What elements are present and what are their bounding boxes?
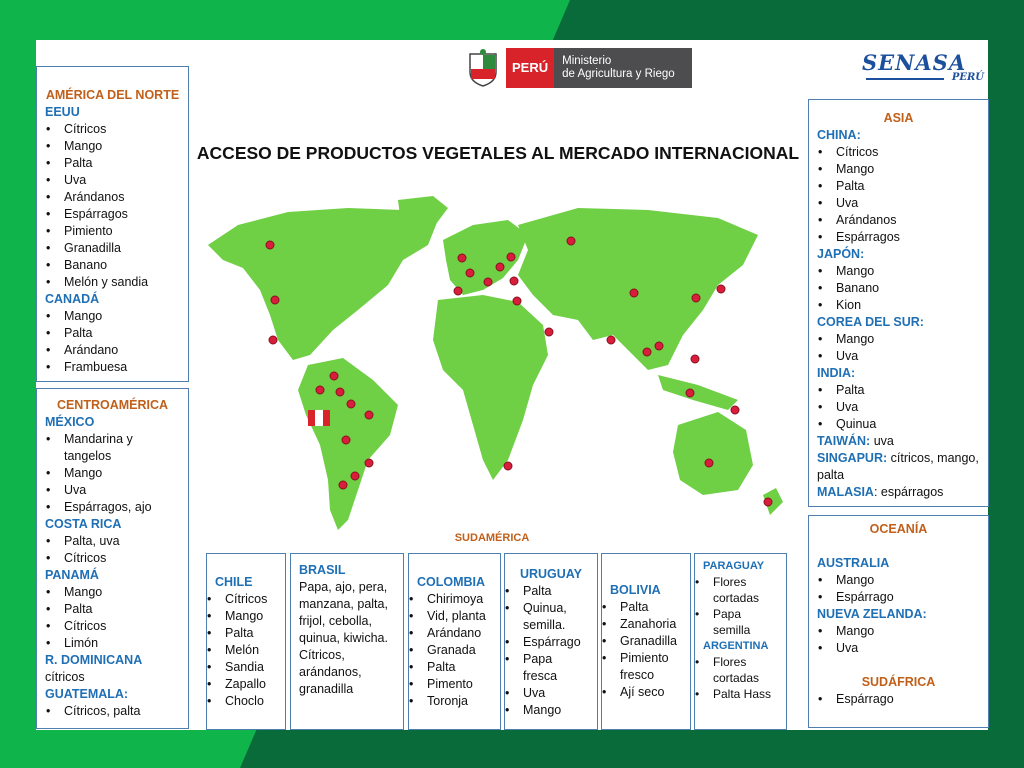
minagri-logo (466, 48, 692, 88)
list-item: • Mango (64, 308, 180, 325)
country-heading: EEUU (45, 105, 80, 119)
product-list (817, 144, 980, 246)
list-item: • Quinua, semilla. (523, 600, 589, 634)
ministry-line-1: Ministerio (562, 55, 612, 67)
product-text: : espárragos (873, 485, 944, 499)
map-marker (731, 406, 739, 414)
list-item: • Pimiento (64, 223, 180, 240)
list-item: • Pimento (427, 676, 492, 693)
list-item: • Arándanos (64, 189, 180, 206)
map-marker (454, 287, 462, 295)
brasil-box (290, 553, 404, 730)
list-item: • Vid, planta (427, 608, 492, 625)
list-item: • Uva (836, 399, 980, 416)
map-marker (484, 278, 492, 286)
section-heading: OCEANÍA (869, 522, 928, 536)
country-heading: TAIWÁN: (817, 434, 871, 448)
country-heading: BOLIVIA (610, 583, 661, 597)
peru-flag (308, 410, 330, 426)
product-list (45, 121, 180, 291)
product-list (417, 591, 492, 710)
product-list (817, 263, 980, 314)
list-item: • Palta (64, 325, 180, 342)
section-heading: AMÉRICA DEL NORTE (45, 88, 180, 102)
colombia-box (408, 553, 501, 730)
list-item: • Cítricos (64, 121, 180, 138)
list-item: • Palta (620, 599, 682, 616)
product-list (45, 703, 180, 720)
map-marker (271, 296, 279, 304)
country-heading: PARAGUAY (703, 560, 765, 572)
country-heading: COREA DEL SUR: (817, 315, 924, 329)
country-heading: GUATEMALA: (45, 687, 129, 701)
list-item: • Mandarina y tangelos (64, 431, 180, 465)
peru-coat-of-arms-icon (466, 48, 500, 88)
map-marker (347, 400, 355, 408)
country-heading: AUSTRALIA (817, 556, 890, 570)
list-item: • Kion (836, 297, 980, 314)
list-item: • Mango (64, 584, 180, 601)
map-marker (351, 472, 359, 480)
list-item: • Uva (836, 195, 980, 212)
section-heading: CENTROAMÉRICA (56, 398, 169, 412)
list-item: • Palta (64, 601, 180, 618)
list-item: • Espárragos, ajo (64, 499, 180, 516)
list-item: • Papa fresca (523, 651, 589, 685)
list-item: • Palta (836, 382, 980, 399)
list-item: • Uva (836, 348, 980, 365)
list-item: • Toronja (427, 693, 492, 710)
map-marker (513, 297, 521, 305)
north-america-shape (208, 208, 438, 360)
map-marker (269, 336, 277, 344)
product-list (610, 599, 682, 701)
list-item: • Pimiento fresco (620, 650, 682, 684)
senasa-underline (866, 78, 944, 80)
country-heading: SINGAPUR: (817, 451, 888, 465)
list-item: • Espárrago (836, 589, 980, 606)
map-marker (655, 342, 663, 350)
bolivia-box (601, 553, 691, 730)
map-marker (705, 459, 713, 467)
product-text: cítricos, mango, palta (817, 451, 979, 482)
list-item: • Palta (225, 625, 277, 642)
product-list (703, 574, 778, 638)
product-list (817, 623, 980, 657)
map-marker (567, 237, 575, 245)
list-item: • Arándanos (836, 212, 980, 229)
singapur-line (817, 450, 980, 484)
map-marker (545, 328, 553, 336)
map-marker (339, 481, 347, 489)
country-heading: URUGUAY (519, 567, 583, 581)
map-marker (496, 263, 504, 271)
list-item: • Cítricos (836, 144, 980, 161)
central-america-box (36, 388, 189, 729)
product-list (817, 691, 980, 708)
product-list (45, 431, 180, 516)
list-item: • Chirimoya (427, 591, 492, 608)
list-item: • Flores cortadas (713, 654, 778, 686)
map-marker (691, 355, 699, 363)
product-text: uva (870, 434, 894, 448)
map-marker (686, 389, 694, 397)
list-item: • Granadilla (64, 240, 180, 257)
product-list (513, 583, 589, 719)
indonesia-shape (658, 375, 738, 410)
product-list (703, 654, 778, 702)
list-item: • Cítricos, palta (64, 703, 180, 720)
sudamerica-label: SUDAMÉRICA (454, 532, 530, 544)
list-item: • Espárrago (523, 634, 589, 651)
country-heading: COLOMBIA (417, 575, 486, 589)
product-list (45, 533, 180, 567)
north-america-box (36, 66, 189, 382)
list-item: • Granadilla (620, 633, 682, 650)
map-marker (336, 388, 344, 396)
map-marker (507, 253, 515, 261)
world-map (198, 190, 798, 535)
list-item: • Espárragos (64, 206, 180, 223)
ministry-line-2: de Agricultura y Riego (562, 68, 675, 80)
list-item: • Cítricos (64, 618, 180, 635)
country-heading: BRASIL (299, 563, 346, 577)
list-item: • Espárrago (836, 691, 980, 708)
page-title: ACCESO DE PRODUCTOS VEGETALES AL MERCADO INTERNACIONAL (196, 143, 800, 163)
list-item: • Quinua (836, 416, 980, 433)
uruguay-box (504, 553, 598, 730)
product-list (817, 331, 980, 365)
country-heading: CHINA: (817, 128, 861, 142)
list-item: • Cítricos (64, 550, 180, 567)
product-text: Papa, ajo, pera, manzana, palta, frijol, cebolla, quinua, kiwicha. Cítricos, arándanos, granadilla (299, 580, 388, 696)
list-item: • Mango (64, 138, 180, 155)
map-marker (365, 411, 373, 419)
map-marker (330, 372, 338, 380)
australia-shape (673, 412, 753, 495)
oceania-box (808, 515, 989, 728)
list-item: • Uva (523, 685, 589, 702)
list-item: • Arándano (427, 625, 492, 642)
country-heading: INDIA: (817, 366, 856, 380)
list-item: • Mango (836, 161, 980, 178)
list-item: • Espárragos (836, 229, 980, 246)
map-marker (342, 436, 350, 444)
map-marker (717, 285, 725, 293)
list-item: • Banano (836, 280, 980, 297)
list-item: • Limón (64, 635, 180, 652)
map-marker (365, 459, 373, 467)
country-heading: NUEVA ZELANDA: (817, 607, 927, 621)
list-item: • Palta (427, 659, 492, 676)
product-list (215, 591, 277, 710)
product-list (45, 308, 180, 376)
product-list (817, 382, 980, 433)
country-heading: CHILE (215, 575, 253, 589)
list-item: • Palta (64, 155, 180, 172)
list-item: • Choclo (225, 693, 277, 710)
map-marker (607, 336, 615, 344)
senasa-name: SENASA (862, 50, 967, 75)
asia-box (808, 99, 989, 507)
map-marker (458, 254, 466, 262)
map-marker (643, 348, 651, 356)
list-item: • Melón y sandia (64, 274, 180, 291)
peru-label: PERÚ (506, 48, 554, 88)
map-marker (316, 386, 324, 394)
list-item: • Mango (836, 572, 980, 589)
ministry-name (554, 48, 692, 88)
list-item: • Palta, uva (64, 533, 180, 550)
country-heading: JAPÓN: (817, 247, 865, 261)
map-marker (466, 269, 474, 277)
list-item: • Uva (836, 640, 980, 657)
list-item: • Uva (64, 172, 180, 189)
list-item: • Arándano (64, 342, 180, 359)
list-item: • Palta Hass (713, 686, 778, 702)
list-item: • Frambuesa (64, 359, 180, 376)
list-item: • Papa semilla (713, 606, 778, 638)
list-item: • Palta (836, 178, 980, 195)
list-item: • Palta (523, 583, 589, 600)
country-heading: ARGENTINA (703, 640, 769, 652)
map-marker (630, 289, 638, 297)
senasa-sub: PERÚ (951, 72, 984, 83)
map-marker (266, 241, 274, 249)
section-heading: ASIA (883, 111, 914, 125)
product-list (45, 584, 180, 652)
map-marker (510, 277, 518, 285)
list-item: • Mango (225, 608, 277, 625)
list-item: • Mango (836, 623, 980, 640)
map-marker (764, 498, 772, 506)
list-item: • Zapallo (225, 676, 277, 693)
section-heading: SUDÁFRICA (861, 675, 936, 689)
list-item: • Banano (64, 257, 180, 274)
country-heading: CANADÁ (45, 292, 100, 306)
product-list (817, 572, 980, 606)
senasa-logo (862, 50, 988, 83)
list-item: • Mango (523, 702, 589, 719)
product-text: cítricos (45, 670, 85, 684)
country-heading: MALASIA (817, 485, 874, 499)
country-heading: R. DOMINICANA (45, 653, 143, 667)
country-heading: MÉXICO (45, 415, 95, 429)
malasia-line (817, 484, 980, 501)
list-item: • Melón (225, 642, 277, 659)
country-heading: COSTA RICA (45, 517, 122, 531)
list-item: • Mango (836, 263, 980, 280)
paraguay-argentina-box (694, 553, 787, 730)
list-item: • Uva (64, 482, 180, 499)
taiwan-line (817, 433, 980, 450)
map-marker (692, 294, 700, 302)
africa-shape (433, 295, 548, 480)
list-item: • Flores cortadas (713, 574, 778, 606)
list-item: • Mango (836, 331, 980, 348)
list-item: • Mango (64, 465, 180, 482)
map-marker (504, 462, 512, 470)
list-item: • Zanahoria (620, 616, 682, 633)
country-heading: PANAMÁ (45, 568, 99, 582)
list-item: • Cítricos (225, 591, 277, 608)
list-item: • Granada (427, 642, 492, 659)
list-item: • Ají seco (620, 684, 682, 701)
list-item: • Sandia (225, 659, 277, 676)
chile-box (206, 553, 286, 730)
